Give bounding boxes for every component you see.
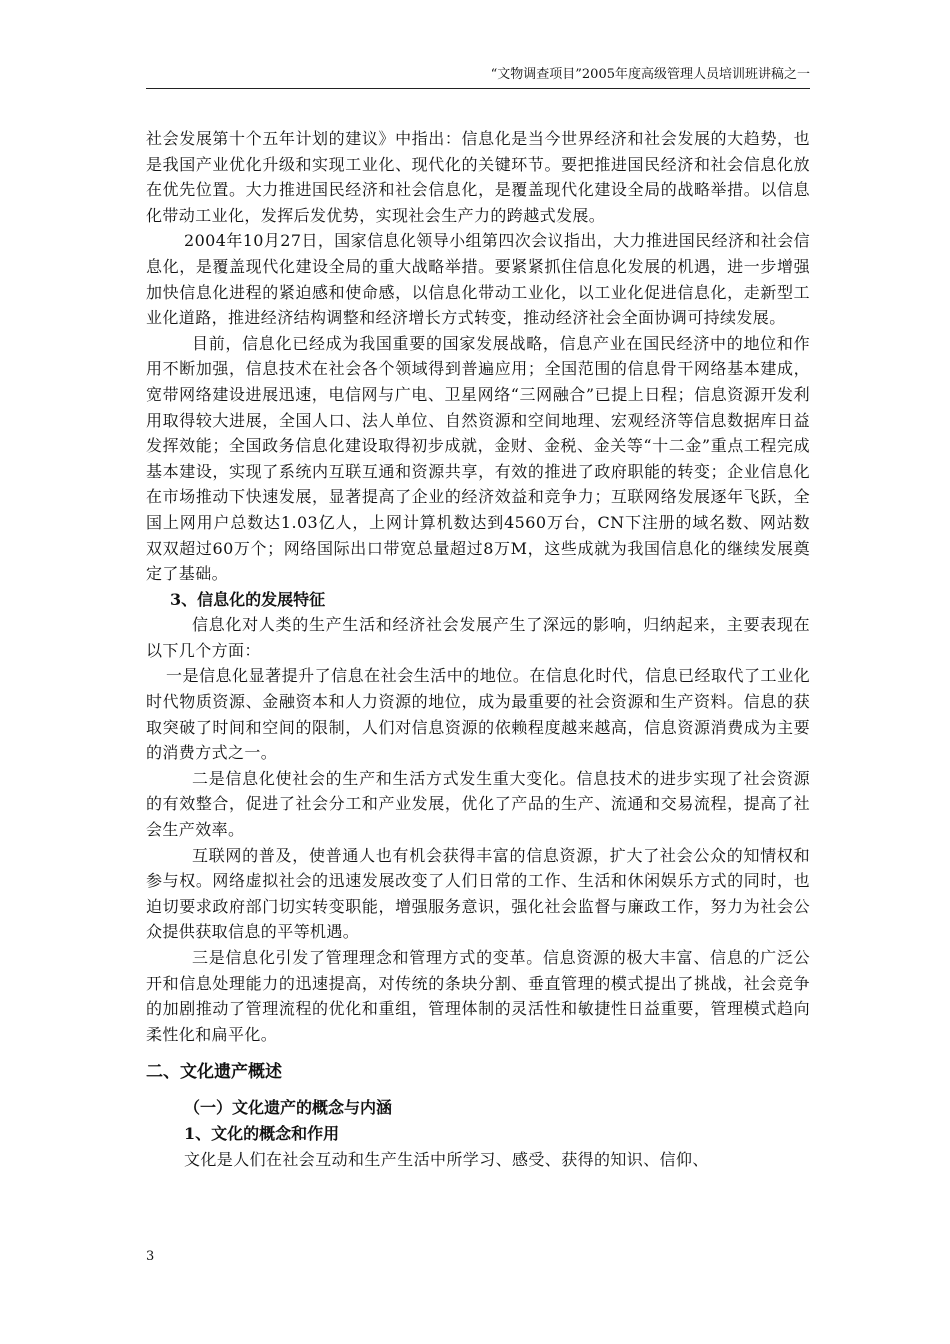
paragraph-2004-meeting: 2004年10月27日，国家信息化领导小组第四次会议指出，大力推进国民经济和社会信息化，是覆盖现代化建设全局的重大战略举措。要紧紧抓住信息化发展的机遇，进一步增强加快信息化进程的紧迫感和使命感，以信息化带动工业化，以工业化促进信息化，走新型工业化道路，推进经济结构调整和经济增长方式转变，推动经济社会全面协调可持续发展。 xyxy=(146,231,810,328)
heading-development-features: 3、信息化的发展特征 xyxy=(170,589,326,609)
paragraph-feature-one: 一是信息化显著提升了信息在社会生活中的地位。在信息化时代，信息已经取代了工业化时代物质资源、金融资本和人力资源的地位，成为最重要的社会资源和生产资料。信息的获取突破了时间和空间的限制，人们对信息资源的依赖程度越来越高，信息资源消费成为主要的消费方式之一。 xyxy=(146,666,810,763)
document-body xyxy=(146,126,810,1172)
paragraph-features-intro: 信息化对人类的生产生活和经济社会发展产生了深远的影响，归纳起来，主要表现在以下几个方面： xyxy=(146,615,810,660)
paragraph-feature-two: 二是信息化使社会的生产和生活方式发生重大变化。信息技术的进步实现了社会资源的有效整合，促进了社会分工和产业发展，优化了产品的生产、流通和交易流程，提高了社会生产效率。 xyxy=(146,768,810,840)
heading-heritage-concept: （一）文化遗产的概念与内涵 xyxy=(184,1098,393,1118)
paragraph-feature-three: 三是信息化引发了管理理念和管理方式的变革。信息资源的极大丰富、信息的广泛公开和信息处理能力的迅速提高，对传统的条块分割、垂直管理的模式提出了挑战，社会竞争的加剧推动了管理流程的优化和重组，管理体制的灵活性和敏捷性日益重要，管理模式趋向柔性化和扁平化。 xyxy=(146,948,810,1044)
heading-culture-concept: 1、文化的概念和作用 xyxy=(184,1123,340,1143)
page-number: 3 xyxy=(146,1249,155,1264)
running-header: “文物调查项目”2005年度高级管理人员培训班讲稿之一 xyxy=(490,67,810,82)
paragraph-internet: 互联网的普及，使普通人也有机会获得丰富的信息资源，扩大了社会公众的知情权和参与权。网络虚拟社会的迅速发展改变了人们日常的工作、生活和休闲娱乐方式的同时，也迫切要求政府部门切实转变职能，增强服务意识，强化社会监督与廉政工作，努力为社会公众提供获取信息的平等机遇。 xyxy=(146,845,810,942)
paragraph-culture-definition: 文化是人们在社会互动和生产生活中所学习、感受、获得的知识、信仰、 xyxy=(184,1149,709,1169)
heading-cultural-heritage-overview: 二、文化遗产概述 xyxy=(146,1062,282,1083)
paragraph-current-status: 目前，信息化已经成为我国重要的国家发展战略，信息产业在国民经济中的地位和作用不断加强，信息技术在社会各个领域得到普遍应用；全国范围的信息骨干网络基本建成，宽带网络建设进展迅速，电信网与广电、卫星网络“三网融合”已提上日程；信息资源开发利用取得较大进展，全国人口、法人单位、自然资源和空间地理、宏观经济等信息数据库日益发挥效能；全国政务信息化建设取得初步成就，金财、金税、金关等“十二金”重点工程完成基本建设，实现了系统内互联互通和资源共享，有效的推进了政府职能的转变；企业信息化在市场推动下快速发展，显著提高了企业的经济效益和竞争力；互联网络发展逐年飞跃，全国上网用户总数达1.03亿人，上网计算机数达到4560万台，CN下注册的域名数、网站数双双超过60万个；网络国际出口带宽总量超过8万M，这些成就为我国信息化的继续发展奠定了基础。 xyxy=(146,333,810,584)
paragraph-plan-quote: 社会发展第十个五年计划的建议》中指出：信息化是当今世界经济和社会发展的大趋势，也是我国产业优化升级和实现工业化、现代化的关键环节。要把推进国民经济和社会信息化放在优先位置。大力推进国民经济和社会信息化，是覆盖现代化建设全局的战略举措。以信息化带动工业化，发挥后发优势，实现社会生产力的跨越式发展。 xyxy=(146,129,810,225)
header-divider xyxy=(146,88,810,89)
